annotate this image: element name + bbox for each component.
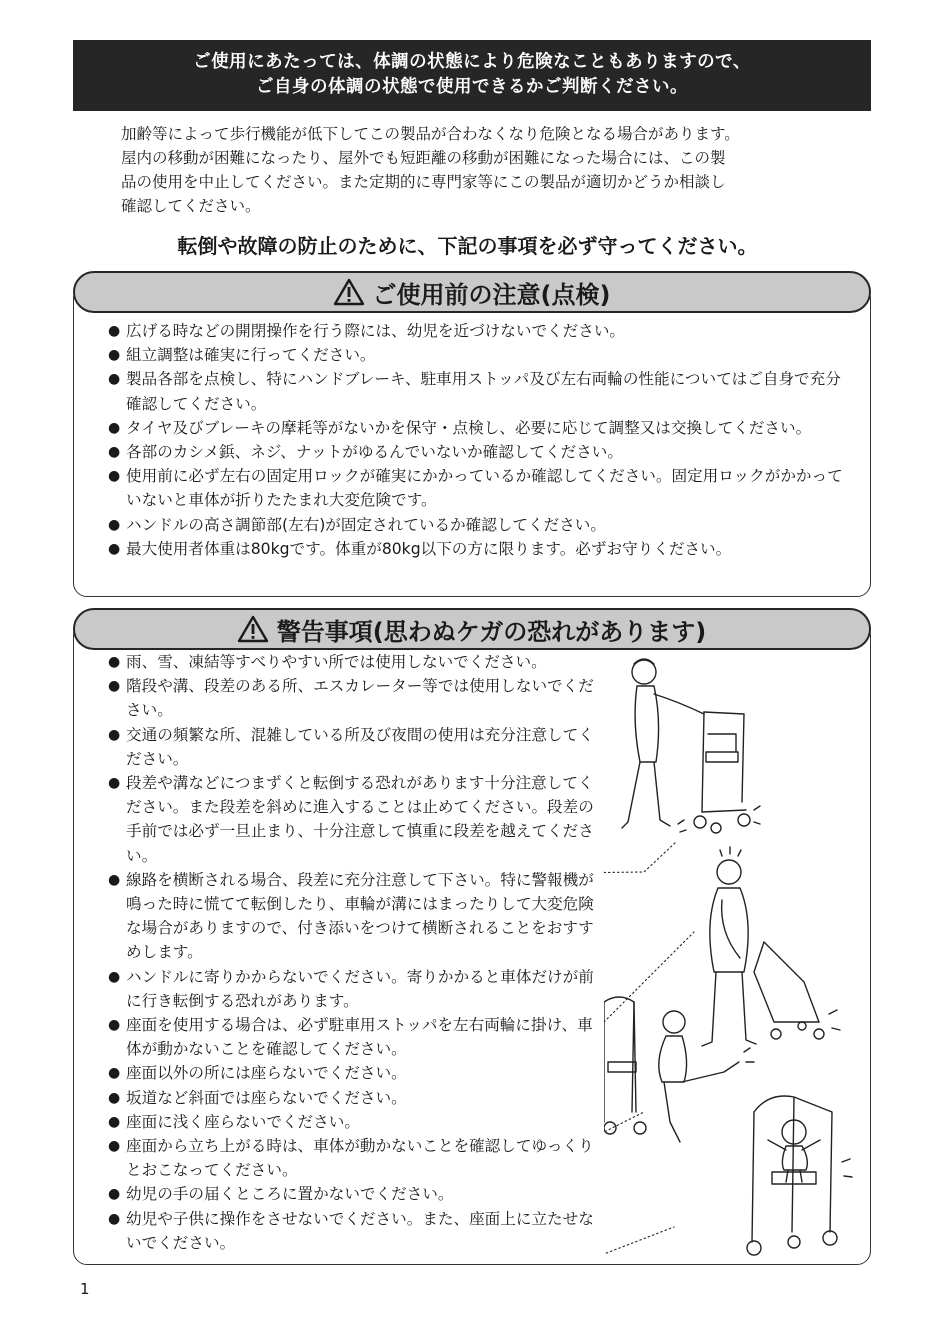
- bullet-icon: ●: [108, 775, 121, 792]
- bullet-icon: ●: [108, 540, 121, 557]
- intro-paragraph: [121, 122, 841, 218]
- banner-line-1: ご使用にあたっては、体調の状態により危険なこともありますので、: [193, 52, 751, 72]
- list-item: [108, 723, 608, 771]
- page-number: 1: [80, 1280, 90, 1298]
- list-item-text: 最大使用者体重は80kgです。体重が80kg以下の方に限ります。必ずお守りください。: [126, 539, 732, 558]
- list-item-text: 幼児の手の届くところに置かないでください。: [126, 1185, 454, 1204]
- list-item-text: ハンドルに寄りかからないでください。寄りかかると車体だけが前に行き転倒する恐れがあります。: [126, 967, 594, 1010]
- bullet-icon: ●: [108, 444, 121, 461]
- list-item-text: 線路を横断される場合、段差に充分注意して下さい。特に警報機が鳴った時に慌てて転倒したり、車輪が溝にはまったりして大変危険な場合がありますので、付き添いをつけて横断されることをおすすめします。: [126, 870, 594, 962]
- bullet-icon: ●: [108, 1210, 121, 1227]
- list-item: [108, 1110, 608, 1134]
- banner-line-2: ご自身の体調の状態で使用できるかご判断ください。: [256, 77, 688, 97]
- list-item: [108, 771, 608, 868]
- bullet-icon: ●: [108, 1113, 121, 1130]
- list-item-text: 階段や溝、段差のある所、エスカレーター等では使用しないでください。: [126, 677, 594, 720]
- bullet-icon: ●: [108, 654, 121, 670]
- bullet-icon: ●: [108, 1089, 121, 1106]
- intro-line: 品の使用を中止してください。また定期的に専門家等にこの製品が適切かどうか相談し: [121, 173, 726, 191]
- bullet-icon: ●: [108, 678, 121, 695]
- list-item-text: 坂道など斜面では座らないでください。: [126, 1088, 407, 1107]
- warning-triangle-icon: [237, 615, 269, 643]
- list-item: [108, 1182, 608, 1206]
- list-item: [108, 868, 608, 965]
- subheading: 転倒や故障の防止のために、下記の事項を必ず守ってください。: [177, 234, 758, 258]
- warning-list: [108, 650, 608, 1255]
- list-item: [108, 416, 848, 440]
- list-item-text: 座面以外の所には座らないでください。: [126, 1064, 407, 1083]
- list-item-text: 各部のカシメ鋲、ネジ、ナットがゆるんでいないか確認してください。: [126, 443, 623, 462]
- list-item-text: 製品各部を点検し、特にハンドブレーキ、駐車用ストッパ及び左右両輪の性能についてはご自身で充分確認してください。: [126, 370, 841, 413]
- list-item: [108, 537, 848, 561]
- scene-child-standing-on-seat: [747, 1096, 852, 1255]
- list-item: [108, 1061, 608, 1085]
- list-item: [108, 1207, 608, 1255]
- walker-usage-illustration: [604, 642, 869, 1257]
- warning-triangle-icon: [333, 278, 365, 306]
- list-item-text: 座面から立ち上がる時は、車体が動かないことを確認してゆっくりとおこなってください。: [126, 1137, 594, 1180]
- bullet-icon: ●: [108, 371, 121, 388]
- bullet-icon: ●: [108, 871, 121, 888]
- bullet-icon: ●: [108, 968, 121, 985]
- list-item-text: 段差や溝などにつまずくと転倒する恐れがあります十分注意してください。また段差を斜めに進入することは止めてください。段差の手前では必ず一旦止まり、十分注意して慎重に段差を越えてください。: [126, 774, 594, 865]
- list-item-text: 使用前に必ず左右の固定用ロックが確実にかかっているか確認してください。固定用ロックがかかっていないと車体が折りたたまれ大変危険です。: [126, 467, 843, 510]
- list-item: [108, 674, 608, 722]
- bullet-icon: ●: [108, 1017, 121, 1034]
- list-item: [108, 343, 848, 367]
- list-item: [108, 1086, 608, 1110]
- bullet-icon: ●: [108, 516, 121, 533]
- list-item: [108, 1134, 608, 1182]
- section-title: ご使用前の注意(点検): [372, 280, 611, 309]
- list-item: [108, 464, 848, 512]
- bullet-icon: ●: [108, 1138, 121, 1155]
- top-warning-banner: [73, 40, 871, 111]
- list-item-text: 広げる時などの開閉操作を行う際には、幼児を近づけないでください。: [126, 322, 626, 340]
- intro-line: 屋内の移動が困難になったり、屋外でも短距離の移動が困難になった場合には、この製: [121, 149, 726, 167]
- bullet-icon: ●: [108, 726, 121, 743]
- pre-use-caution-header: [73, 271, 871, 313]
- scene-walker-rolling-away: [622, 659, 760, 833]
- bullet-icon: ●: [108, 419, 121, 436]
- list-item-text: タイヤ及びブレーキの摩耗等がないかを保守・点検し、必要に応じて調整又は交換してください。: [126, 418, 812, 437]
- intro-line: 加齢等によって歩行機能が低下してこの製品が合わなくなり危険となる場合があります。: [121, 125, 740, 143]
- list-item: [108, 513, 848, 537]
- section-title: 警告事項(思わぬケガの恐れがあります): [276, 617, 707, 646]
- scene-leaning-on-handle: [702, 847, 840, 1046]
- list-item-text: 座面を使用する場合は、必ず駐車用ストッパを左右両輪に掛け、車体が動かないことを確認してください。: [126, 1016, 593, 1059]
- pre-use-caution-panel: [73, 280, 871, 597]
- intro-line: 確認してください。: [121, 197, 261, 215]
- list-item: [108, 650, 608, 674]
- list-item-text: 交通の頻繁な所、混雑している所及び夜間の使用は充分注意してください。: [126, 725, 594, 768]
- list-item: [108, 965, 608, 1013]
- list-item-text: 雨、雪、凍結等すべりやすい所では使用しないでください。: [126, 653, 547, 671]
- list-item-text: ハンドルの高さ調節部(左右)が固定されているか確認してください。: [126, 515, 606, 534]
- bullet-icon: ●: [108, 1186, 121, 1203]
- bullet-icon: ●: [108, 1065, 121, 1082]
- list-item: [108, 1013, 608, 1061]
- list-item: [108, 440, 848, 464]
- warning-panel: [73, 617, 871, 1265]
- list-item-text: 組立調整は確実に行ってください。: [126, 346, 376, 365]
- bullet-icon: ●: [108, 468, 121, 485]
- leader-lines: [604, 842, 694, 1257]
- bullet-icon: ●: [108, 323, 121, 339]
- list-item: [108, 367, 848, 415]
- pre-use-caution-list: [108, 319, 848, 561]
- list-item: [108, 319, 848, 343]
- list-item-text: 幼児や子供に操作をさせないでください。また、座面上に立たせないでください。: [126, 1209, 594, 1252]
- bullet-icon: ●: [108, 347, 121, 364]
- list-item-text: 座面に浅く座らないでください。: [126, 1112, 360, 1131]
